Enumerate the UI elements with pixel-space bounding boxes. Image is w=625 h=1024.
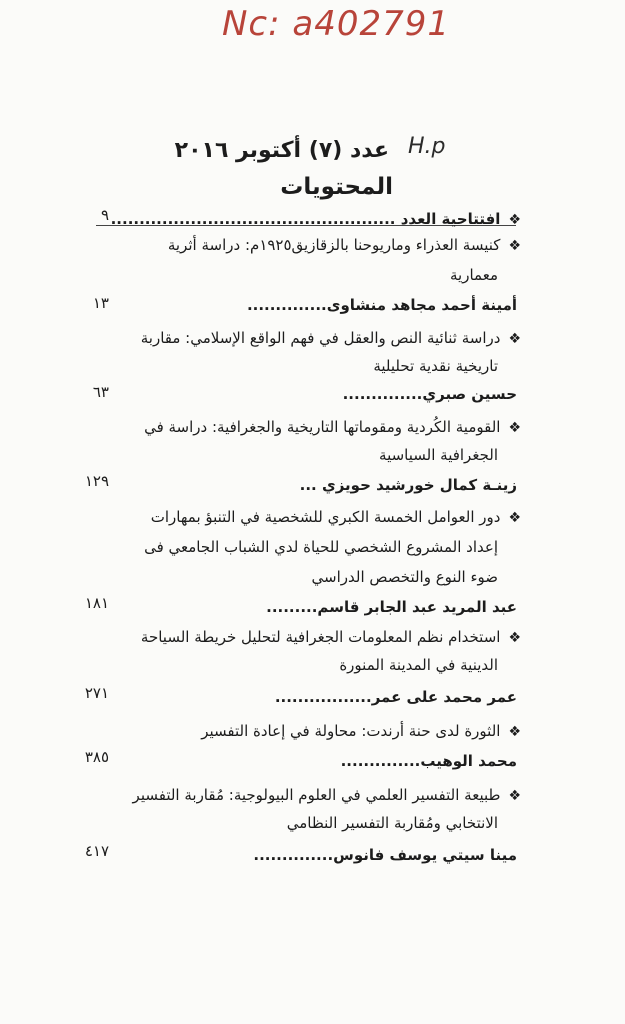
toc-title-continuation: الدينية في المدينة المنورة (339, 656, 498, 674)
toc-title-line: ❖القومية الكُردية ومقوماتها التاريخية والجغرافية: دراسة في (144, 418, 521, 436)
bullet-icon: ❖ (508, 788, 521, 804)
toc-author: مينا سيتي يوسف فانوس.............. (253, 846, 517, 864)
toc-author: حسين صبري.............. (342, 385, 517, 403)
page-number: ٤١٧ (84, 842, 109, 860)
toc-title-line: ❖الثورة لدى حنة أرندت: محاولة في إعادة التفسير (201, 722, 521, 740)
page-number: ١٢٩ (84, 472, 109, 490)
bullet-icon: ❖ (508, 630, 521, 646)
toc-author: زينـة كمال خورشيد حويزي ... (299, 476, 517, 494)
toc-title-line: ❖دور العوامل الخمسة الكبري للشخصية في التنبؤ بمهارات (150, 508, 521, 526)
toc-title-line: ❖طبيعة التفسير العلمي في العلوم البيولوجية: مُقاربة التفسير (132, 786, 521, 804)
toc-title-continuation: الجغرافية السياسية (379, 446, 498, 464)
toc-title-continuation: معمارية (450, 266, 498, 284)
bullet-icon: ❖ (508, 212, 521, 228)
toc-title-line: ❖دراسة ثنائية النص والعقل في فهم الواقع الإسلامي: مقاربة (140, 329, 521, 347)
toc-title-continuation: إعداد المشروع الشخصي للحياة لدي الشباب الجامعي فى (144, 538, 498, 556)
toc-title-continuation: الانتخابي ومُقاربة التفسير النظامي (286, 814, 498, 832)
toc-author: أمينة أحمد مجاهد منشاوى.............. (246, 296, 517, 314)
page-number: ١٣ (92, 294, 109, 312)
page-number: ٩ (100, 206, 109, 224)
toc-author: عمر محمد على عمر................. (274, 688, 517, 706)
toc-title-line: ❖كنيسة العذراء وماريوحنا بالزقازيق١٩٢٥م: دراسة أثرية (167, 236, 521, 254)
bullet-icon: ❖ (508, 238, 521, 254)
page-number: ٢٧١ (84, 684, 109, 702)
toc-author: عبد المريد عبد الجابر قاسم......... (266, 598, 517, 616)
toc-title-continuation: ضوء النوع والتخصص الدراسي (311, 568, 498, 586)
bullet-icon: ❖ (508, 420, 521, 436)
contents-title: المحتويات (280, 174, 393, 200)
page-number: ١٨١ (84, 594, 109, 612)
bullet-icon: ❖ (508, 724, 521, 740)
toc-author: محمد الوهيب.............. (340, 752, 517, 770)
page-number: ٣٨٥ (84, 748, 109, 766)
handwritten-initials: H.p (408, 134, 446, 159)
toc-title-continuation: تاريخية نقدية تحليلية (373, 357, 498, 375)
bullet-icon: ❖ (508, 510, 521, 526)
bullet-icon: ❖ (508, 331, 521, 347)
handwritten-catalog-number: Nc: a402791 (222, 4, 451, 44)
page-number: ٦٣ (92, 383, 109, 401)
issue-heading: عدد (٧) أكتوبر ٢٠١٦ (174, 138, 389, 163)
toc-title-line: ❖افتتاحية العدد .................................................. (110, 210, 521, 228)
toc-title-line: ❖استخدام نظم المعلومات الجغرافية لتحليل خريطة السياحة (140, 628, 521, 646)
